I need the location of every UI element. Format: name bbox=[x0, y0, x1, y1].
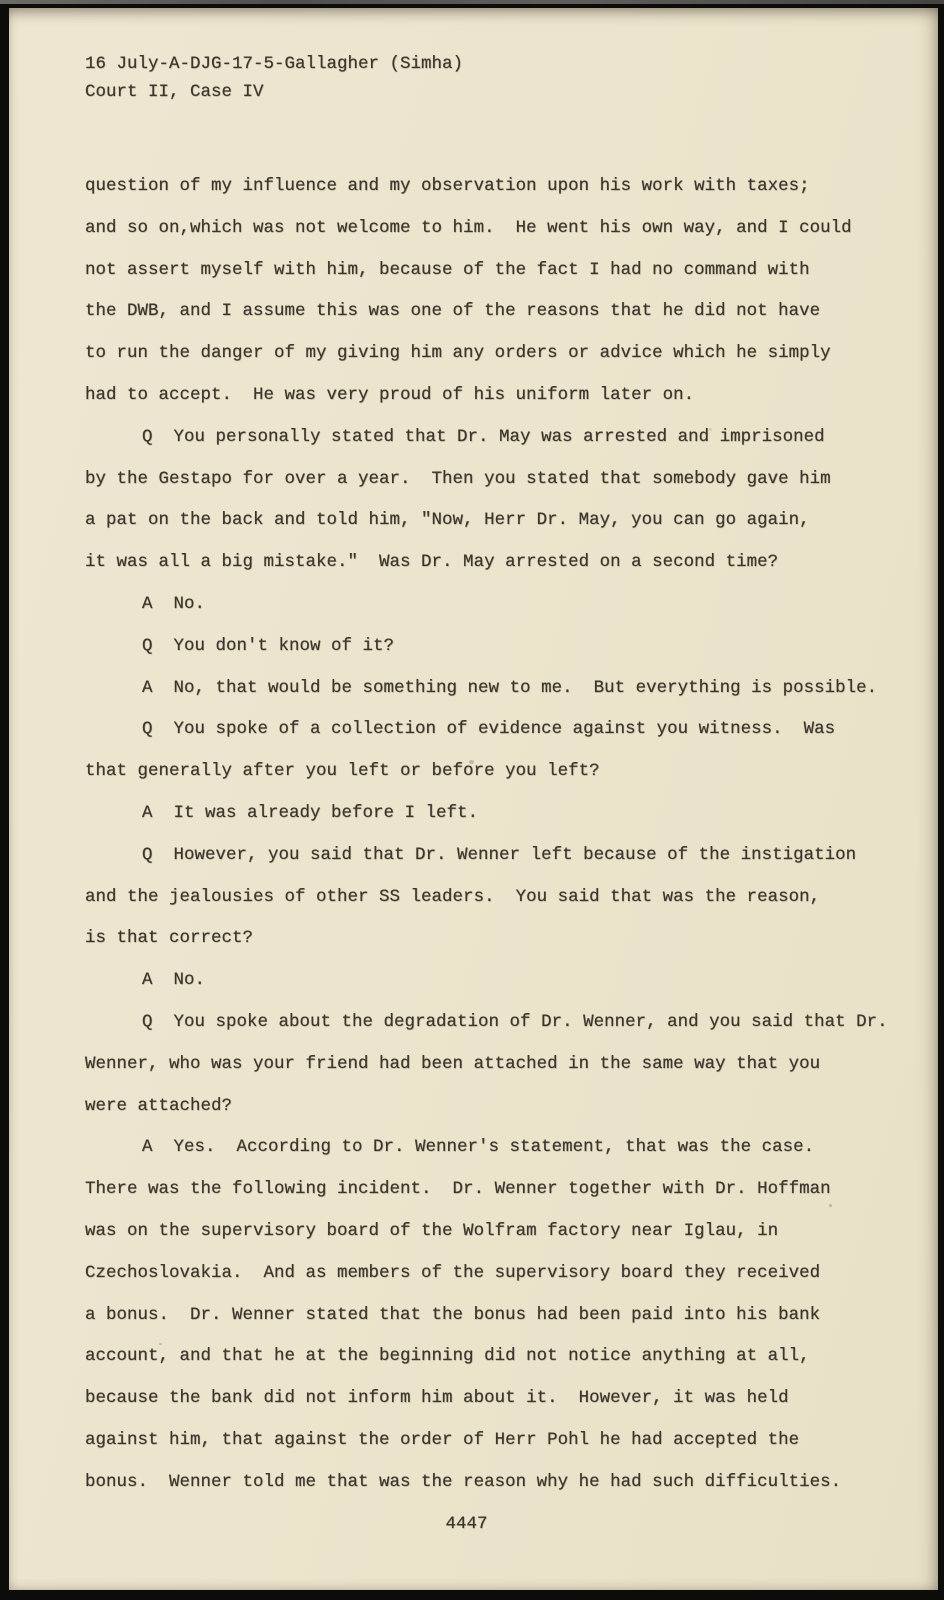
transcript-line: A Yes. According to Dr. Wenner's statement, that was the case. bbox=[142, 1137, 815, 1158]
transcript-line: Q You don't know of it? bbox=[142, 635, 395, 656]
transcript-line: was on the supervisory board of the Wolfram factory near Iglau, in bbox=[85, 1220, 779, 1241]
transcript-line: because the bank did not inform him about it. However, it was held bbox=[85, 1388, 789, 1409]
transcript-line: Czechoslovakia. And as members of the supervisory board they received bbox=[85, 1262, 821, 1283]
transcript-line: Q You spoke about the degradation of Dr. Wenner, and you said that Dr. bbox=[142, 1011, 888, 1032]
scan-edge-top bbox=[0, 0, 944, 4]
transcript-line: not assert myself with him, because of the fact I had no command with bbox=[85, 259, 810, 280]
transcript-line: a bonus. Dr. Wenner stated that the bonus had been paid into his bank bbox=[85, 1304, 821, 1325]
transcript-line: Q However, you said that Dr. Wenner left because of the instigation bbox=[142, 844, 857, 865]
header-court-case: Court II, Case IV bbox=[85, 82, 264, 102]
transcript-line: to run the danger of my giving him any orders or advice which he simply bbox=[85, 343, 831, 364]
transcript-line: against him, that against the order of Herr Pohl he had accepted the bbox=[85, 1429, 800, 1450]
transcript-line: Wenner, who was your friend had been attached in the same way that you bbox=[85, 1053, 821, 1074]
transcript-line: bonus. Wenner told me that was the reason why he had such difficulties. bbox=[85, 1471, 842, 1492]
transcript-line: a pat on the back and told him, "Now, Herr Dr. May, you can go again, bbox=[85, 510, 810, 531]
transcript-line: had to accept. He was very proud of his uniform later on. bbox=[85, 384, 695, 405]
paper-page bbox=[9, 8, 938, 1590]
transcript-line: Q You spoke of a collection of evidence against you witness. Was bbox=[142, 719, 836, 740]
header-dictation-id: 16 July-A-DJG-17-5-Gallagher (Simha) bbox=[85, 54, 464, 74]
typed-header bbox=[85, 50, 938, 106]
transcript-line: A No. bbox=[142, 970, 206, 991]
transcript-line: that generally after you left or before you left? bbox=[85, 761, 600, 782]
transcript-line: were attached? bbox=[85, 1095, 233, 1116]
transcript-line: and the jealousies of other SS leaders. You said that was the reason, bbox=[85, 886, 821, 907]
transcript-line: account, and that he at the beginning did not notice anything at all, bbox=[85, 1346, 810, 1367]
page-number: 4447 bbox=[445, 1513, 488, 1534]
transcript-line: A No. bbox=[142, 593, 206, 614]
transcript-line: is that correct? bbox=[85, 928, 254, 949]
transcript-line: A No, that would be something new to me. But everything is possible. bbox=[142, 677, 878, 698]
transcript-line: Q You personally stated that Dr. May was arrested and imprisoned bbox=[142, 426, 825, 447]
transcript-line: A It was already before I left. bbox=[142, 802, 479, 823]
transcript-line: by the Gestapo for over a year. Then you stated that somebody gave him bbox=[85, 468, 831, 489]
transcript-line: and so on,which was not welcome to him. He went his own way, and I could bbox=[85, 217, 852, 238]
transcript-line: the DWB, and I assume this was one of the reasons that he did not have bbox=[85, 301, 821, 322]
transcript-line: question of my influence and my observation upon his work with taxes; bbox=[85, 176, 810, 196]
transcript-line: it was all a big mistake." Was Dr. May arrested on a second time? bbox=[85, 552, 779, 573]
transcript-body bbox=[85, 166, 938, 1504]
transcript-line: There was the following incident. Dr. Wenner together with Dr. Hoffman bbox=[85, 1179, 831, 1200]
